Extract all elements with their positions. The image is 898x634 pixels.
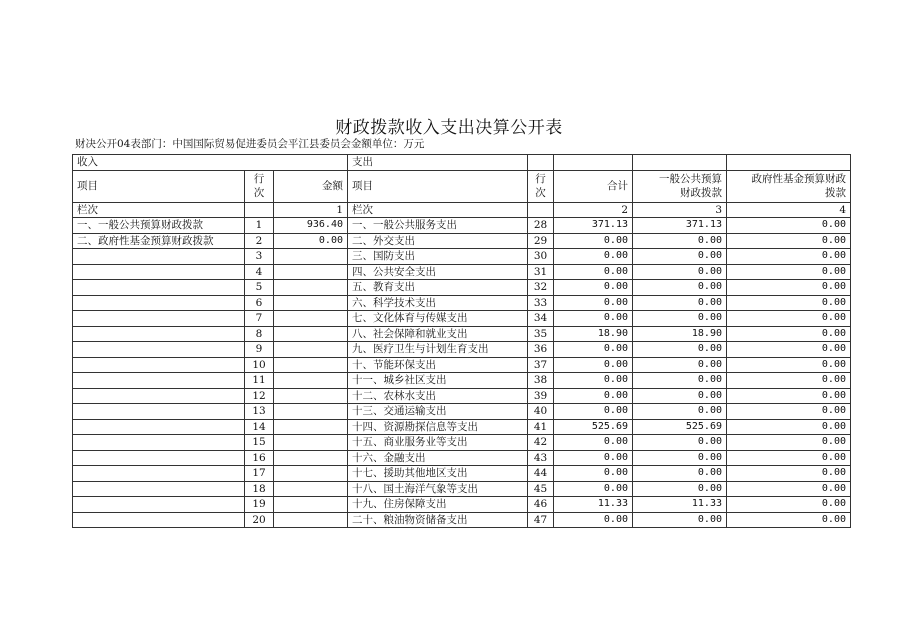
expense-item-cell: 九、医疗卫生与计划生育支出 bbox=[348, 342, 528, 358]
budget-table bbox=[72, 154, 851, 528]
general-budget-cell: 0.00 bbox=[633, 481, 727, 497]
page-title: 财政拨款收入支出决算公开表 bbox=[335, 118, 563, 138]
income-item-cell bbox=[73, 357, 245, 373]
fund-budget-cell: 0.00 bbox=[727, 481, 851, 497]
fund-budget-cell: 0.00 bbox=[727, 373, 851, 389]
col-total: 合计 bbox=[554, 170, 633, 202]
column-header-row bbox=[73, 170, 851, 202]
expense-rowno-cell: 35 bbox=[528, 326, 554, 342]
income-amount-cell bbox=[274, 512, 348, 528]
fund-budget-cell: 0.00 bbox=[727, 218, 851, 234]
fund-budget-cell: 0.00 bbox=[727, 512, 851, 528]
expense-item-cell: 十八、国土海洋气象等支出 bbox=[348, 481, 528, 497]
expense-rowno-cell: 31 bbox=[528, 264, 554, 280]
expense-item-cell: 一、一般公共服务支出 bbox=[348, 218, 528, 234]
col-income-rowno bbox=[245, 170, 274, 202]
total-cell: 0.00 bbox=[554, 388, 633, 404]
income-rowno-cell: 19 bbox=[245, 497, 274, 513]
expense-item-cell: 六、科学技术支出 bbox=[348, 295, 528, 311]
income-rowno-cell: 13 bbox=[245, 404, 274, 420]
expense-item-cell: 十九、住房保障支出 bbox=[348, 497, 528, 513]
general-budget-cell: 11.33 bbox=[633, 497, 727, 513]
col-index-2: 2 bbox=[554, 202, 633, 218]
total-cell: 0.00 bbox=[554, 311, 633, 327]
expense-item-cell: 五、教育支出 bbox=[348, 280, 528, 296]
expense-item-cell: 十五、商业服务业等支出 bbox=[348, 435, 528, 451]
fund-budget-cell: 0.00 bbox=[727, 435, 851, 451]
expense-rowno-cell: 46 bbox=[528, 497, 554, 513]
income-item-cell: 二、政府性基金预算财政拨款 bbox=[73, 233, 245, 249]
income-rowno-cell: 10 bbox=[245, 357, 274, 373]
expense-rowno-cell: 44 bbox=[528, 466, 554, 482]
col-index-4: 4 bbox=[727, 202, 851, 218]
general-budget-cell: 0.00 bbox=[633, 233, 727, 249]
table-row bbox=[73, 450, 851, 466]
income-amount-cell bbox=[274, 280, 348, 296]
expense-item-cell: 十一、城乡社区支出 bbox=[348, 373, 528, 389]
income-rowno-cell: 9 bbox=[245, 342, 274, 358]
expense-rowno-cell: 39 bbox=[528, 388, 554, 404]
income-amount-cell bbox=[274, 249, 348, 265]
general-budget-cell: 0.00 bbox=[633, 388, 727, 404]
column-index-row bbox=[73, 202, 851, 218]
total-cell: 0.00 bbox=[554, 481, 633, 497]
income-rowno-cell: 12 bbox=[245, 388, 274, 404]
income-amount-cell bbox=[274, 466, 348, 482]
general-budget-cell: 0.00 bbox=[633, 295, 727, 311]
general-budget-cell: 18.90 bbox=[633, 326, 727, 342]
income-amount-cell bbox=[274, 404, 348, 420]
income-item-cell bbox=[73, 326, 245, 342]
fund-budget-cell: 0.00 bbox=[727, 497, 851, 513]
total-cell: 11.33 bbox=[554, 497, 633, 513]
expense-item-cell: 十、节能环保支出 bbox=[348, 357, 528, 373]
hdr-general: 一般公共预算 财政拨款 bbox=[659, 173, 722, 199]
fund-budget-cell: 0.00 bbox=[727, 326, 851, 342]
expense-rowno-cell: 41 bbox=[528, 419, 554, 435]
table-row bbox=[73, 342, 851, 358]
income-amount-cell: 936.40 bbox=[274, 218, 348, 234]
table-row bbox=[73, 481, 851, 497]
table-row bbox=[73, 218, 851, 234]
expense-item-cell: 十六、金融支出 bbox=[348, 450, 528, 466]
expense-item-cell: 十四、资源勘探信息等支出 bbox=[348, 419, 528, 435]
income-item-cell bbox=[73, 264, 245, 280]
total-cell: 371.13 bbox=[554, 218, 633, 234]
general-budget-cell: 0.00 bbox=[633, 450, 727, 466]
income-item-cell bbox=[73, 342, 245, 358]
income-rowno-cell: 16 bbox=[245, 450, 274, 466]
income-item-cell bbox=[73, 481, 245, 497]
total-cell: 0.00 bbox=[554, 342, 633, 358]
income-item-cell bbox=[73, 388, 245, 404]
income-amount-cell bbox=[274, 326, 348, 342]
section-header-row bbox=[73, 155, 851, 171]
general-budget-cell: 0.00 bbox=[633, 512, 727, 528]
col-index-label: 栏次 bbox=[73, 202, 245, 218]
expense-item-cell: 十七、援助其他地区支出 bbox=[348, 466, 528, 482]
table-row bbox=[73, 435, 851, 451]
expense-rowno-cell: 28 bbox=[528, 218, 554, 234]
income-amount-cell bbox=[274, 419, 348, 435]
fund-budget-cell: 0.00 bbox=[727, 311, 851, 327]
table-row bbox=[73, 388, 851, 404]
fund-budget-cell: 0.00 bbox=[727, 280, 851, 296]
expense-rowno-cell: 40 bbox=[528, 404, 554, 420]
general-budget-cell: 0.00 bbox=[633, 373, 727, 389]
total-cell: 0.00 bbox=[554, 249, 633, 265]
expense-item-cell: 十三、交通运输支出 bbox=[348, 404, 528, 420]
table-row bbox=[73, 264, 851, 280]
expense-rowno-cell: 37 bbox=[528, 357, 554, 373]
income-item-cell bbox=[73, 497, 245, 513]
col-index-3: 3 bbox=[633, 202, 727, 218]
col-index-label-2: 栏次 bbox=[348, 202, 528, 218]
expense-item-cell: 四、公共安全支出 bbox=[348, 264, 528, 280]
total-cell: 0.00 bbox=[554, 264, 633, 280]
income-amount-cell bbox=[274, 497, 348, 513]
table-row bbox=[73, 295, 851, 311]
general-budget-cell: 0.00 bbox=[633, 404, 727, 420]
total-cell: 0.00 bbox=[554, 233, 633, 249]
income-item-cell: 一、一般公共预算财政拨款 bbox=[73, 218, 245, 234]
general-budget-cell: 371.13 bbox=[633, 218, 727, 234]
expense-item-cell: 二、外交支出 bbox=[348, 233, 528, 249]
fund-budget-cell: 0.00 bbox=[727, 342, 851, 358]
general-budget-cell: 0.00 bbox=[633, 342, 727, 358]
table-row bbox=[73, 326, 851, 342]
expense-rowno-cell: 45 bbox=[528, 481, 554, 497]
expense-rowno-cell: 29 bbox=[528, 233, 554, 249]
income-item-cell bbox=[73, 419, 245, 435]
total-cell: 0.00 bbox=[554, 404, 633, 420]
expense-rowno-cell: 42 bbox=[528, 435, 554, 451]
income-item-cell bbox=[73, 249, 245, 265]
income-item-cell bbox=[73, 311, 245, 327]
col-general-budget bbox=[633, 170, 727, 202]
income-rowno-cell: 20 bbox=[245, 512, 274, 528]
income-item-cell bbox=[73, 280, 245, 296]
fund-budget-cell: 0.00 bbox=[727, 264, 851, 280]
col-income-item: 项目 bbox=[73, 170, 245, 202]
income-amount-cell bbox=[274, 388, 348, 404]
general-budget-cell: 0.00 bbox=[633, 466, 727, 482]
total-cell: 0.00 bbox=[554, 295, 633, 311]
col-index-1: 1 bbox=[274, 202, 348, 218]
expense-rowno-cell: 30 bbox=[528, 249, 554, 265]
income-amount-cell bbox=[274, 481, 348, 497]
expense-item-cell: 二十、粮油物资储备支出 bbox=[348, 512, 528, 528]
fund-budget-cell: 0.00 bbox=[727, 404, 851, 420]
fund-budget-cell: 0.00 bbox=[727, 295, 851, 311]
hdr-rowno: 行 次 bbox=[253, 173, 265, 199]
fund-budget-cell: 0.00 bbox=[727, 249, 851, 265]
income-rowno-cell: 5 bbox=[245, 280, 274, 296]
income-rowno-cell: 14 bbox=[245, 419, 274, 435]
general-budget-cell: 525.69 bbox=[633, 419, 727, 435]
table-row bbox=[73, 373, 851, 389]
table-row bbox=[73, 466, 851, 482]
income-amount-cell bbox=[274, 342, 348, 358]
income-rowno-cell: 6 bbox=[245, 295, 274, 311]
income-amount-cell bbox=[274, 357, 348, 373]
income-rowno-cell: 15 bbox=[245, 435, 274, 451]
table-subtitle: 财决公开04表部门：中国国际贸易促进委员会平江县委员会金额单位：万元 bbox=[75, 138, 425, 150]
expense-rowno-cell: 34 bbox=[528, 311, 554, 327]
expense-item-cell: 十二、农林水支出 bbox=[348, 388, 528, 404]
expense-rowno-cell: 36 bbox=[528, 342, 554, 358]
general-budget-cell: 0.00 bbox=[633, 435, 727, 451]
fund-budget-cell: 0.00 bbox=[727, 357, 851, 373]
table-row bbox=[73, 249, 851, 265]
income-rowno-cell: 8 bbox=[245, 326, 274, 342]
general-budget-cell: 0.00 bbox=[633, 264, 727, 280]
expense-rowno-cell: 47 bbox=[528, 512, 554, 528]
total-cell: 0.00 bbox=[554, 512, 633, 528]
income-rowno-cell: 7 bbox=[245, 311, 274, 327]
expense-rowno-cell: 43 bbox=[528, 450, 554, 466]
fund-budget-cell: 0.00 bbox=[727, 450, 851, 466]
income-rowno-cell: 2 bbox=[245, 233, 274, 249]
income-rowno-cell: 17 bbox=[245, 466, 274, 482]
expense-header: 支出 bbox=[348, 155, 528, 171]
col-expense-rowno bbox=[528, 170, 554, 202]
income-item-cell bbox=[73, 404, 245, 420]
income-amount-cell bbox=[274, 450, 348, 466]
fund-budget-cell: 0.00 bbox=[727, 419, 851, 435]
col-fund-budget bbox=[727, 170, 851, 202]
income-amount-cell: 0.00 bbox=[274, 233, 348, 249]
total-cell: 18.90 bbox=[554, 326, 633, 342]
income-header: 收入 bbox=[73, 155, 348, 171]
hdr-exp-rowno: 行 次 bbox=[535, 173, 546, 199]
fund-budget-cell: 0.00 bbox=[727, 466, 851, 482]
expense-item-cell: 八、社会保障和就业支出 bbox=[348, 326, 528, 342]
col-expense-item: 项目 bbox=[348, 170, 528, 202]
income-amount-cell bbox=[274, 373, 348, 389]
table-row bbox=[73, 512, 851, 528]
total-cell: 0.00 bbox=[554, 435, 633, 451]
expense-rowno-cell: 38 bbox=[528, 373, 554, 389]
hdr-fund: 政府性基金预算财政 拨款 bbox=[751, 173, 846, 199]
income-item-cell bbox=[73, 450, 245, 466]
income-rowno-cell: 3 bbox=[245, 249, 274, 265]
general-budget-cell: 0.00 bbox=[633, 311, 727, 327]
table-row bbox=[73, 419, 851, 435]
income-item-cell bbox=[73, 466, 245, 482]
expense-item-cell: 三、国防支出 bbox=[348, 249, 528, 265]
total-cell: 0.00 bbox=[554, 357, 633, 373]
income-rowno-cell: 18 bbox=[245, 481, 274, 497]
total-cell: 0.00 bbox=[554, 450, 633, 466]
expense-rowno-cell: 32 bbox=[528, 280, 554, 296]
income-amount-cell bbox=[274, 311, 348, 327]
fund-budget-cell: 0.00 bbox=[727, 233, 851, 249]
expense-item-cell: 七、文化体育与传媒支出 bbox=[348, 311, 528, 327]
income-item-cell bbox=[73, 435, 245, 451]
general-budget-cell: 0.00 bbox=[633, 357, 727, 373]
income-rowno-cell: 1 bbox=[245, 218, 274, 234]
total-cell: 525.69 bbox=[554, 419, 633, 435]
total-cell: 0.00 bbox=[554, 373, 633, 389]
total-cell: 0.00 bbox=[554, 280, 633, 296]
table-row bbox=[73, 404, 851, 420]
table-row bbox=[73, 280, 851, 296]
income-amount-cell bbox=[274, 264, 348, 280]
table-row bbox=[73, 497, 851, 513]
income-item-cell bbox=[73, 373, 245, 389]
income-item-cell bbox=[73, 295, 245, 311]
table-row bbox=[73, 233, 851, 249]
col-income-amount: 金额 bbox=[274, 170, 348, 202]
income-amount-cell bbox=[274, 295, 348, 311]
general-budget-cell: 0.00 bbox=[633, 280, 727, 296]
general-budget-cell: 0.00 bbox=[633, 249, 727, 265]
income-rowno-cell: 4 bbox=[245, 264, 274, 280]
income-item-cell bbox=[73, 512, 245, 528]
expense-rowno-cell: 33 bbox=[528, 295, 554, 311]
table-row bbox=[73, 357, 851, 373]
income-amount-cell bbox=[274, 435, 348, 451]
total-cell: 0.00 bbox=[554, 466, 633, 482]
income-rowno-cell: 11 bbox=[245, 373, 274, 389]
table-row bbox=[73, 311, 851, 327]
fund-budget-cell: 0.00 bbox=[727, 388, 851, 404]
